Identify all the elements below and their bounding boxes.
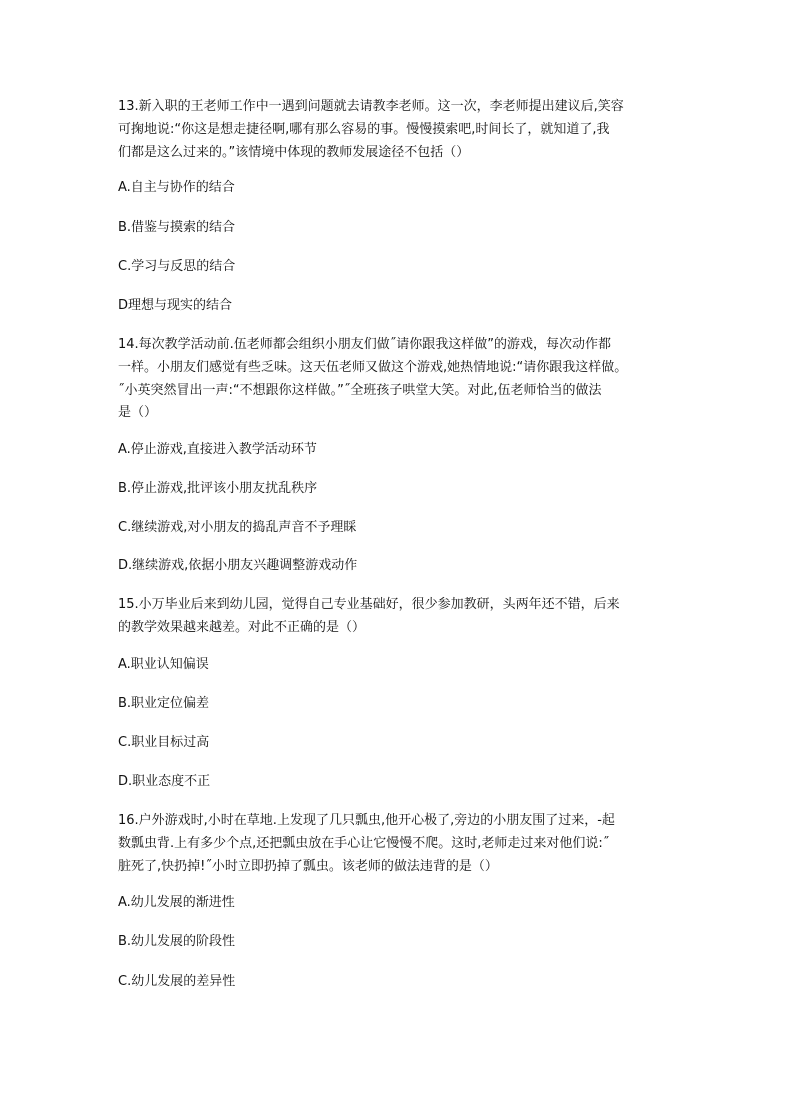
option: C.职业目标过高 <box>118 735 210 750</box>
option: B.幼儿发展的阶段性 <box>118 934 236 949</box>
option: C.幼儿发展的差异性 <box>118 974 236 989</box>
option: B.职业定位偏差 <box>118 696 210 711</box>
option: A.职业认知偏误 <box>118 657 209 672</box>
question-14-line: 一样。小朋友们感觉有些乏味。这天伍老师又做这个游戏,她热情地说:“请你跟我这样做。 <box>118 360 628 375</box>
question-16-line: 脏死了,快扔掉!˝小时立即扔掉了瓢虫。该老师的做法违背的是（） <box>118 859 498 874</box>
question-14-line: 是（） <box>118 405 158 420</box>
question-13-line: 13.新入职的王老师工作中一遇到问题就去请教李老师。这一次，李老师提出建议后,笑容 <box>118 99 624 114</box>
option: B.借鉴与摸索的结合 <box>118 220 236 235</box>
question-16-line: 数瓢虫背.上有多少个点,还把瓢虫放在手心让它慢慢不爬。这时,老师走过来对他们说:˝ <box>118 836 610 851</box>
question-13-line: 们都是这么过来的。”该情境中体现的教师发展途径不包括（） <box>118 145 470 160</box>
question-14-line: 14.每次教学活动前.伍老师都会组织小朋友们做˝请你跟我这样做”的游戏，每次动作都 <box>118 337 612 352</box>
question-15-line: 15.小万毕业后来到幼儿园，觉得自己专业基础好，很少参加教研，头两年还不错，后来 <box>118 597 620 612</box>
option: D.继续游戏,依据小朋友兴趣调整游戏动作 <box>118 558 358 573</box>
question-15-line: 的教学效果越来越差。对此不正确的是（） <box>118 620 366 635</box>
option: A.自主与协作的结合 <box>118 180 235 195</box>
option: C.学习与反思的结合 <box>118 259 236 274</box>
option: D.职业态度不正 <box>118 774 211 789</box>
option: A.停止游戏,直接进入教学活动环节 <box>118 442 317 457</box>
question-14-line: ˝小英突然冒出一声:“不想跟你这样做。”˝全班孩子哄堂大笑。对此,伍老师恰当的做法 <box>118 383 602 398</box>
option: C.继续游戏,对小朋友的捣乱声音不予理睬 <box>118 520 357 535</box>
question-16-line: 16.户外游戏时,小时在草地.上发现了几只瓢虫,他开心极了,旁边的小朋友围了过来，-起 <box>118 813 615 828</box>
option: D理想与现实的结合 <box>118 298 233 313</box>
option: B.停止游戏,批评该小朋友扰乱秩序 <box>118 481 318 496</box>
question-13-line: 可掬地说:“你这是想走捷径啊,哪有那么容易的事。慢慢摸索吧,时间长了，就知道了,我 <box>118 122 610 137</box>
option: A.幼儿发展的渐进性 <box>118 895 235 910</box>
